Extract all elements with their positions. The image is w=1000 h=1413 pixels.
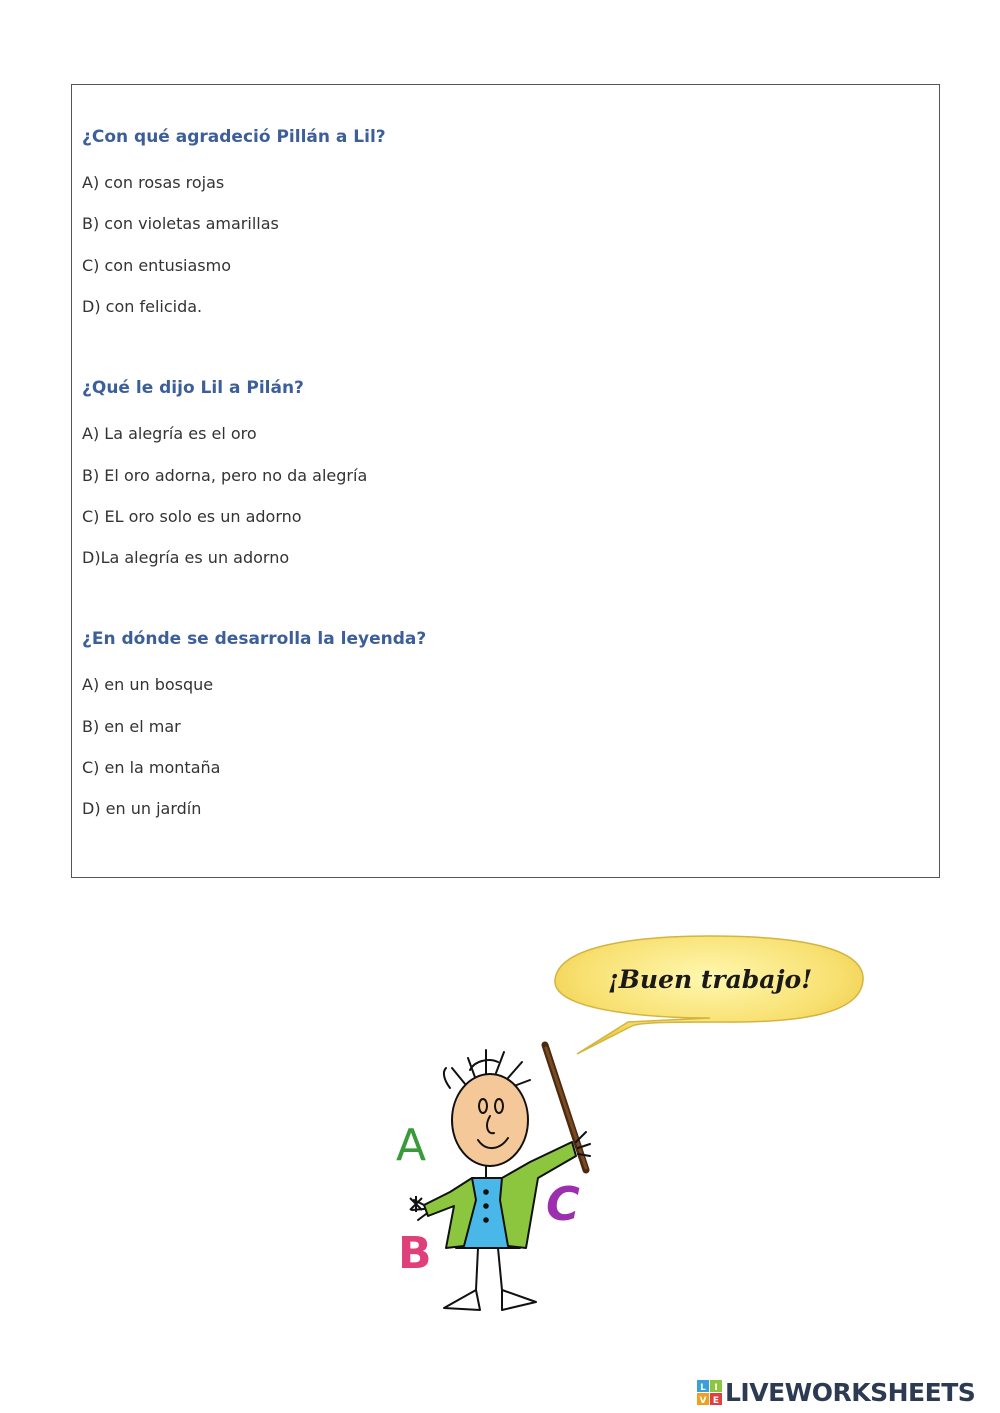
letter-a: A xyxy=(396,1120,427,1171)
question-3-option-b[interactable]: B) en el mar xyxy=(82,717,181,736)
question-2-option-a[interactable]: A) La alegría es el oro xyxy=(82,424,257,443)
svg-text:I: I xyxy=(714,1383,718,1393)
question-1-title: ¿Con qué agradeció Pillán a Lil? xyxy=(82,127,386,147)
speech-bubble xyxy=(555,936,863,1054)
letter-b: B xyxy=(398,1228,432,1279)
question-3-option-a[interactable]: A) en un bosque xyxy=(82,675,214,694)
letter-c: C xyxy=(546,1177,580,1231)
question-1-option-b[interactable]: B) con violetas amarillas xyxy=(82,214,279,233)
question-2-option-d[interactable]: D)La alegría es un adorno xyxy=(82,548,290,567)
question-2-option-c[interactable]: C) EL oro solo es un adorno xyxy=(82,507,302,526)
question-3-option-c[interactable]: C) en la montaña xyxy=(82,758,221,777)
liveworksheets-brand-text: LIVEWORKSHEETS xyxy=(725,1378,976,1407)
liveworksheets-logo-icon xyxy=(697,1380,723,1406)
speech-bubble-text: ¡Buen trabajo! xyxy=(607,965,813,994)
liveworksheets-brand[interactable] xyxy=(697,1378,997,1408)
question-3-title: ¿En dónde se desarrolla la leyenda? xyxy=(82,629,427,649)
svg-text:V: V xyxy=(699,1396,707,1406)
question-1-option-d[interactable]: D) con felicida. xyxy=(82,297,203,316)
quiz-box xyxy=(71,84,940,878)
question-1-option-a[interactable]: A) con rosas rojas xyxy=(82,173,225,192)
cartoon-illustration xyxy=(380,930,880,1330)
question-2-title: ¿Qué le dijo Lil a Pilán? xyxy=(82,378,304,398)
svg-text:E: E xyxy=(712,1396,720,1406)
question-1-option-c[interactable]: C) con entusiasmo xyxy=(82,256,232,275)
question-3-option-d[interactable]: D) en un jardín xyxy=(82,799,202,818)
svg-text:L: L xyxy=(700,1383,706,1393)
question-2-option-b[interactable]: B) El oro adorna, pero no da alegría xyxy=(82,466,368,485)
